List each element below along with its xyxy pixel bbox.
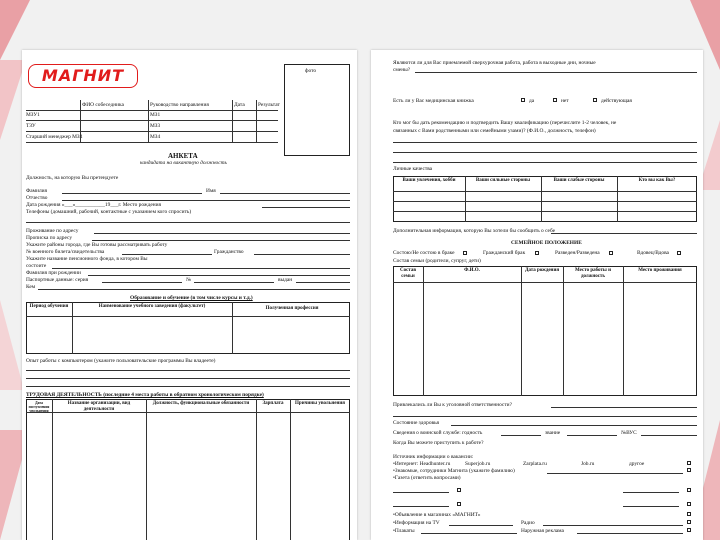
hobby-col-weaknesses: Ваши слабые стороны — [553, 178, 605, 183]
med-book-question: Есть ли у Вас медицинская книжка — [393, 98, 474, 104]
family-table — [393, 266, 697, 396]
header-date: Дата — [234, 102, 245, 108]
family-col-residence: Место проживания — [638, 268, 682, 273]
hobby-col-who: Кто вы как Вы? — [638, 178, 676, 183]
civil-marriage-checkbox[interactable] — [535, 251, 539, 255]
med-book-no-label: нет — [561, 98, 569, 104]
header-fio: ФИО собеседника — [82, 102, 124, 108]
overtime-question-2: смены? — [393, 67, 411, 73]
birth-surname-field: Фамилия при рождении — [26, 270, 81, 276]
source-jobru: Job.ru — [581, 461, 595, 467]
passport-number-field: № — [186, 277, 192, 283]
edu-col-period: Период обучения — [29, 304, 69, 309]
family-col-fio: Ф.И.О. — [464, 268, 480, 273]
med-book-yes-label: да — [529, 98, 535, 104]
source-posters: •Плакаты — [393, 528, 415, 534]
districts-field: Укажите районы города, где Вы готовы рассматривать работу — [26, 242, 168, 248]
work-col-company: Название организации, вид деятельности — [67, 401, 131, 412]
rank-field: звание — [545, 430, 561, 436]
source-superjob: Superjob.ru — [465, 461, 491, 467]
family-col-job: Место работы и должность — [575, 268, 611, 279]
source-internet-checkbox[interactable] — [687, 461, 691, 465]
header-code-2: МЗ3 — [150, 123, 161, 129]
source-internet: •Интернет: Headhunter.ru — [393, 461, 451, 467]
med-book-valid-label: действующая — [601, 98, 632, 104]
source-newspaper-checkbox-2[interactable] — [687, 488, 691, 492]
work-history-table — [26, 399, 350, 540]
header-row-2: ТЗУ — [26, 123, 36, 129]
education-title: Образование и обучение (в том числе курсы и т.д.) — [130, 295, 253, 301]
source-newspaper-checkbox-4[interactable] — [687, 502, 691, 506]
source-other: другое — [629, 461, 645, 467]
hobby-col-strengths: Ваши сильные стороны — [475, 178, 531, 183]
family-status-title: СЕМЕЙНОЕ ПОЛОЖЕНИЕ — [511, 240, 582, 246]
source-friends: •Знакомые, сотрудники Магнита (укажите фамилию) — [393, 468, 515, 474]
passport-by-field: Кем — [26, 284, 36, 290]
header-result: Результат — [258, 102, 280, 108]
header-row-3: Старший менеджер МЗ4 — [26, 134, 83, 140]
personal-qualities-label: Личные качества — [393, 166, 433, 172]
address-field: Проживание по адресу — [26, 228, 79, 234]
widowed-checkbox[interactable] — [677, 251, 681, 255]
marriage-checkbox[interactable] — [463, 251, 467, 255]
family-col-member: Состав семьи — [399, 268, 417, 279]
edu-col-profession: Полученная профессия — [265, 306, 319, 311]
passport-issued-field: выдан — [278, 277, 293, 283]
photo-box — [284, 64, 350, 156]
med-book-valid-checkbox[interactable] — [593, 98, 597, 102]
source-store-checkbox[interactable] — [687, 512, 691, 516]
overtime-question: Являются ли для Вас приемлемой сверхурочная работа, работа в выходные дни, ночные — [393, 60, 596, 66]
source-friends-checkbox[interactable] — [687, 468, 691, 472]
military-service-field: Сведения о воинской службе: годность — [393, 430, 483, 436]
source-title: Источник информации о вакансии: — [393, 454, 474, 460]
divorced-checkbox[interactable] — [609, 251, 613, 255]
magnit-logo: МАГНИТ — [28, 64, 138, 88]
work-history-title: ТРУДОВАЯ ДЕЯТЕЛЬНОСТЬ (последние 4 места работы в обратном хронологическом порядке) — [26, 392, 264, 398]
work-col-duties: Должность, функциональные обязанности — [152, 401, 250, 406]
name-field: Имя — [206, 188, 216, 194]
patronymic-field: Отчество — [26, 195, 48, 201]
military-id-field: № военного билета/свидетельства — [26, 249, 105, 255]
hobby-col-interests: Ваши увлечения, хобби — [402, 178, 456, 183]
header-code-1: МЗ1 — [150, 112, 161, 118]
divorced-option: Разведен/Разведена — [555, 250, 600, 256]
edu-col-institution: Наименование учебного заведения (факультет) — [98, 304, 206, 309]
source-newspaper-checkbox-1[interactable] — [457, 488, 461, 492]
header-code-3: МЗ4 — [150, 134, 161, 140]
birth-field: Дата рождения «___»___________19___г. Место рождения — [26, 202, 162, 208]
source-newspaper: •Газета (ответить вопросами) — [393, 475, 461, 481]
vus-field: №ВУС — [621, 430, 637, 436]
computer-skills-field: Опыт работы с компьютером (укажите пользовательские программы Вы владеете) — [26, 358, 216, 364]
widowed-option: Вдовец/Вдова — [637, 250, 669, 256]
form-page-1 — [22, 50, 357, 540]
position-field: Должность, на которую Вы претендуете — [26, 175, 119, 181]
header-row-1: МЗУ1 — [26, 112, 40, 118]
form-title: АНКЕТА — [168, 152, 198, 160]
family-composition-label: Состав семьи (родители, супруг, дети) — [393, 258, 481, 264]
form-page-2 — [371, 50, 703, 540]
med-book-no-checkbox[interactable] — [553, 98, 557, 102]
family-col-birthdate: Дата рождения — [524, 268, 560, 273]
references-question: Кто мог бы дать рекомендацию и подтвердить Вашу квалификацию (перечислите 1-2 человек, не — [393, 120, 617, 126]
work-col-salary: Зарплата — [262, 401, 284, 406]
source-newspaper-checkbox-3[interactable] — [457, 502, 461, 506]
health-field: Состояние здоровья — [393, 420, 440, 426]
med-book-yes-checkbox[interactable] — [521, 98, 525, 102]
civil-marriage-option: Гражданский брак — [483, 250, 526, 256]
source-tv-checkbox[interactable] — [687, 520, 691, 524]
source-store-ads: •Объявление в магазинах «МАГНИТ» — [393, 512, 481, 518]
work-col-reason: Причины увольнения — [295, 401, 345, 406]
source-radio: Радио — [521, 520, 535, 526]
source-outdoor: Наружная реклама — [521, 528, 564, 534]
photo-label: фото — [305, 68, 317, 74]
source-tv: •Информация на TV — [393, 520, 440, 526]
phones-field: Телефоны (домашний, рабочий, контактные с указанием кого спросить) — [26, 209, 192, 215]
marriage-option: Состою/Не состою в браке — [393, 250, 455, 256]
header-dept: Руководство направления — [150, 102, 209, 108]
registration-field: Прописка по адресу — [26, 235, 73, 241]
start-date-question: Когда Вы можете приступить к работе? — [393, 440, 484, 446]
form-subtitle: кандидата на вакантную должность — [140, 160, 227, 166]
criminal-question: Привлекались ли Вы к уголовной ответственности? — [393, 402, 512, 408]
references-question-2: связанных с Вами родственными или семейными узами)? (Ф.И.О., должность, телефон) — [393, 128, 596, 134]
pension-field: Укажите название пенсионного фонда, в котором Вы — [26, 256, 148, 262]
citizenship-field: Гражданство — [214, 249, 244, 255]
passport-series-field: Паспортные данные: серия — [26, 277, 89, 283]
surname-field: Фамилия — [26, 188, 48, 194]
work-col-dates: Дата поступления увольнения — [28, 401, 50, 413]
extra-info-field: Дополнительная информация, которую Вы хотели бы сообщить о себе — [393, 228, 556, 234]
source-zarplata: Zarplata.ru — [523, 461, 547, 467]
source-posters-checkbox[interactable] — [687, 528, 691, 532]
pension-field-2: состоите — [26, 263, 47, 269]
